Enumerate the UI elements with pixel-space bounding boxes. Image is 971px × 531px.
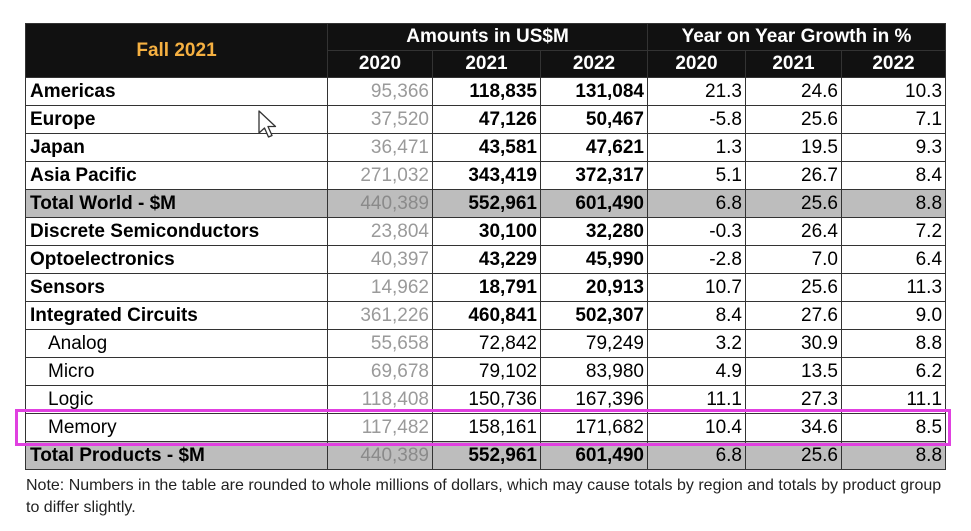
growth-cell-2020: 10.7 [648, 274, 746, 302]
amount-cell-2022: 32,280 [541, 218, 648, 246]
growth-cell-2021: 26.7 [746, 162, 842, 190]
growth-cell-2020: 8.4 [648, 302, 746, 330]
growth-year-header: 2022 [842, 51, 946, 78]
growth-cell-2021: 27.6 [746, 302, 842, 330]
growth-group-header: Year on Year Growth in % [648, 24, 946, 51]
amount-cell-2021: 30,100 [433, 218, 541, 246]
row-label: Memory [26, 414, 328, 442]
amount-cell-2022: 167,396 [541, 386, 648, 414]
growth-cell-2021: 25.6 [746, 274, 842, 302]
amount-cell-2021: 552,961 [433, 190, 541, 218]
amount-cell-2022: 502,307 [541, 302, 648, 330]
growth-cell-2020: 1.3 [648, 134, 746, 162]
forecast-table [25, 23, 946, 470]
growth-cell-2020: 11.1 [648, 386, 746, 414]
table-row [26, 442, 946, 470]
table-row [26, 106, 946, 134]
amount-cell-2020: 40,397 [328, 246, 433, 274]
growth-cell-2020: 10.4 [648, 414, 746, 442]
row-label: Optoelectronics [26, 246, 328, 274]
amount-cell-2022: 47,621 [541, 134, 648, 162]
amount-cell-2020: 37,520 [328, 106, 433, 134]
row-label: Japan [26, 134, 328, 162]
row-label: Asia Pacific [26, 162, 328, 190]
growth-cell-2022: 8.8 [842, 330, 946, 358]
amount-year-header: 2022 [541, 51, 648, 78]
table-row [26, 330, 946, 358]
growth-cell-2021: 24.6 [746, 78, 842, 106]
amount-cell-2022: 83,980 [541, 358, 648, 386]
table-row [26, 414, 946, 442]
amount-cell-2020: 36,471 [328, 134, 433, 162]
growth-cell-2022: 9.3 [842, 134, 946, 162]
growth-year-header: 2021 [746, 51, 842, 78]
amount-cell-2021: 43,581 [433, 134, 541, 162]
table-row [26, 386, 946, 414]
amount-cell-2022: 372,317 [541, 162, 648, 190]
amount-cell-2021: 43,229 [433, 246, 541, 274]
growth-cell-2021: 25.6 [746, 190, 842, 218]
forecast-table-container [25, 23, 945, 470]
amount-cell-2022: 171,682 [541, 414, 648, 442]
growth-cell-2020: 6.8 [648, 442, 746, 470]
table-row [26, 162, 946, 190]
amount-cell-2021: 150,736 [433, 386, 541, 414]
growth-cell-2021: 26.4 [746, 218, 842, 246]
amount-cell-2022: 50,467 [541, 106, 648, 134]
growth-cell-2021: 30.9 [746, 330, 842, 358]
growth-cell-2022: 8.5 [842, 414, 946, 442]
table-row [26, 274, 946, 302]
growth-cell-2022: 9.0 [842, 302, 946, 330]
growth-cell-2020: -2.8 [648, 246, 746, 274]
growth-cell-2022: 6.4 [842, 246, 946, 274]
row-label: Americas [26, 78, 328, 106]
growth-cell-2021: 27.3 [746, 386, 842, 414]
table-row [26, 190, 946, 218]
header-row-groups [26, 24, 946, 51]
amount-cell-2022: 601,490 [541, 442, 648, 470]
amount-cell-2020: 117,482 [328, 414, 433, 442]
growth-cell-2022: 8.4 [842, 162, 946, 190]
amounts-group-header: Amounts in US$M [328, 24, 648, 51]
amount-cell-2020: 271,032 [328, 162, 433, 190]
growth-cell-2020: 6.8 [648, 190, 746, 218]
amount-cell-2022: 131,084 [541, 78, 648, 106]
amount-cell-2021: 79,102 [433, 358, 541, 386]
growth-cell-2022: 8.8 [842, 442, 946, 470]
amount-cell-2020: 23,804 [328, 218, 433, 246]
amount-cell-2021: 460,841 [433, 302, 541, 330]
table-row [26, 218, 946, 246]
growth-cell-2022: 8.8 [842, 190, 946, 218]
table-body [26, 78, 946, 470]
row-label: Logic [26, 386, 328, 414]
growth-cell-2020: 4.9 [648, 358, 746, 386]
amount-cell-2021: 72,842 [433, 330, 541, 358]
amount-cell-2020: 118,408 [328, 386, 433, 414]
growth-cell-2022: 10.3 [842, 78, 946, 106]
row-label: Micro [26, 358, 328, 386]
row-label: Discrete Semiconductors [26, 218, 328, 246]
growth-cell-2020: -0.3 [648, 218, 746, 246]
row-label: Integrated Circuits [26, 302, 328, 330]
amount-cell-2022: 601,490 [541, 190, 648, 218]
growth-year-header: 2020 [648, 51, 746, 78]
row-label: Sensors [26, 274, 328, 302]
growth-cell-2020: 3.2 [648, 330, 746, 358]
table-row [26, 246, 946, 274]
row-label: Total Products - $M [26, 442, 328, 470]
amount-cell-2020: 361,226 [328, 302, 433, 330]
row-label: Europe [26, 106, 328, 134]
row-label: Analog [26, 330, 328, 358]
amount-cell-2022: 79,249 [541, 330, 648, 358]
growth-cell-2022: 11.1 [842, 386, 946, 414]
growth-cell-2022: 7.1 [842, 106, 946, 134]
amount-cell-2021: 47,126 [433, 106, 541, 134]
amount-cell-2022: 20,913 [541, 274, 648, 302]
amount-cell-2021: 118,835 [433, 78, 541, 106]
amount-cell-2021: 343,419 [433, 162, 541, 190]
growth-cell-2022: 6.2 [842, 358, 946, 386]
growth-cell-2020: -5.8 [648, 106, 746, 134]
table-row [26, 134, 946, 162]
growth-cell-2021: 13.5 [746, 358, 842, 386]
table-row [26, 302, 946, 330]
amount-cell-2020: 55,658 [328, 330, 433, 358]
growth-cell-2021: 19.5 [746, 134, 842, 162]
amount-year-header: 2020 [328, 51, 433, 78]
growth-cell-2021: 7.0 [746, 246, 842, 274]
mouse-pointer-icon [257, 109, 281, 141]
amount-cell-2020: 95,366 [328, 78, 433, 106]
growth-cell-2022: 11.3 [842, 274, 946, 302]
footnote: Note: Numbers in the table are rounded to whole millions of dollars, which may cause totals by region and totals by product group to differ slightly. [26, 477, 942, 516]
amount-cell-2020: 440,389 [328, 442, 433, 470]
amount-cell-2022: 45,990 [541, 246, 648, 274]
amount-cell-2020: 14,962 [328, 274, 433, 302]
row-label: Total World - $M [26, 190, 328, 218]
amount-cell-2020: 440,389 [328, 190, 433, 218]
amount-cell-2021: 552,961 [433, 442, 541, 470]
growth-cell-2020: 21.3 [648, 78, 746, 106]
amount-cell-2021: 158,161 [433, 414, 541, 442]
growth-cell-2020: 5.1 [648, 162, 746, 190]
table-row [26, 358, 946, 386]
table-row [26, 78, 946, 106]
growth-cell-2022: 7.2 [842, 218, 946, 246]
amount-year-header: 2021 [433, 51, 541, 78]
growth-cell-2021: 34.6 [746, 414, 842, 442]
growth-cell-2021: 25.6 [746, 442, 842, 470]
growth-cell-2021: 25.6 [746, 106, 842, 134]
corner-label: Fall 2021 [26, 24, 328, 78]
amount-cell-2020: 69,678 [328, 358, 433, 386]
amount-cell-2021: 18,791 [433, 274, 541, 302]
